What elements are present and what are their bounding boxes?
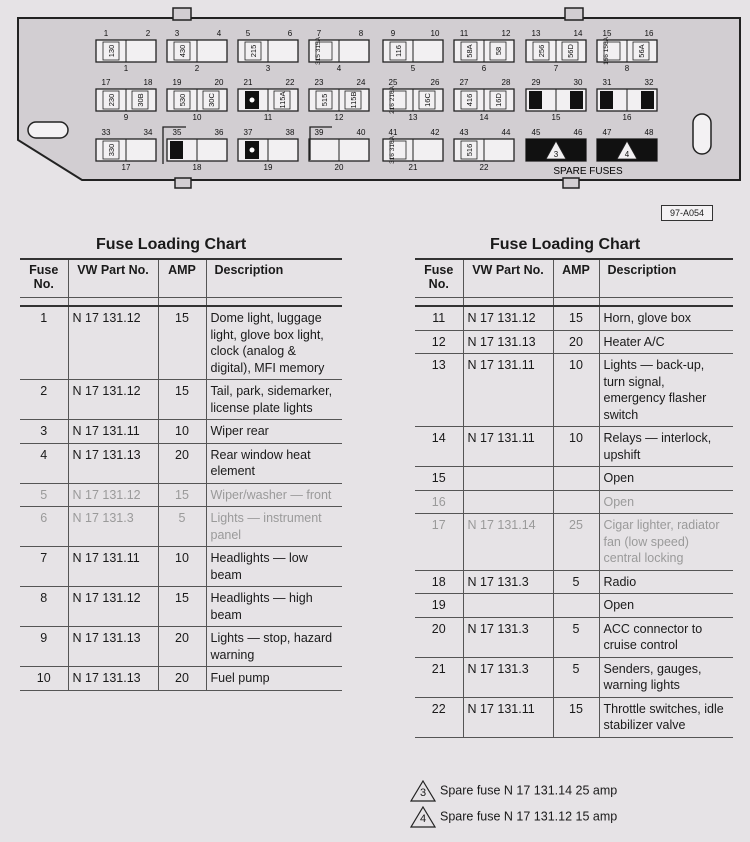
slot-number: 36	[214, 128, 224, 137]
fuse-number: 7	[553, 64, 559, 73]
slot-number: 47	[602, 128, 612, 137]
table-row	[20, 587, 342, 627]
slot-number: 34	[143, 128, 153, 137]
part-no-cell: N 17 131.11	[68, 547, 158, 587]
table-header	[20, 259, 342, 298]
fuse-label: 216 216A	[389, 86, 396, 114]
slot-number: 22	[285, 78, 295, 87]
spare-fuse-contact	[170, 141, 183, 159]
fuse-number: 9	[123, 113, 129, 122]
table-row	[415, 306, 733, 330]
description-cell: Radio	[599, 570, 733, 594]
fuse-number: 5	[410, 64, 416, 73]
description-cell: Lights — back-up, turn signal, emergency flasher switch	[599, 354, 733, 427]
table-row	[415, 330, 733, 354]
slot-number: 32	[644, 78, 654, 87]
triangle-icon: 3	[410, 780, 436, 802]
part-no-cell	[463, 594, 553, 618]
header-part-no: VW Part No.	[463, 259, 553, 298]
slot-number: 19	[172, 78, 182, 87]
slot-number: 30	[573, 78, 583, 87]
part-no-cell: N 17 131.14	[463, 514, 553, 571]
fuse-label: 315 315A	[315, 37, 322, 65]
table-row	[20, 306, 342, 380]
part-no-cell	[463, 467, 553, 491]
fuse-no-cell: 13	[415, 354, 463, 427]
slot-number: 46	[573, 128, 583, 137]
description-cell: Throttle switches, idle stabilizer valve	[599, 697, 733, 737]
fuse-no-cell: 16	[415, 490, 463, 514]
table-row	[415, 490, 733, 514]
slot-number: 39	[314, 128, 324, 137]
fuse-number: 19	[263, 163, 273, 172]
spare-fuses-label: SPARE FUSES	[553, 166, 623, 177]
table-row	[415, 657, 733, 697]
amp-cell: 15	[158, 306, 206, 380]
description-cell: Headlights — low beam	[206, 547, 342, 587]
fuse-label: 515	[320, 93, 329, 107]
slot-number: 13	[531, 29, 541, 38]
fuse-label: 330	[107, 143, 116, 157]
fuse-label: 115B	[349, 91, 358, 109]
table-row	[415, 514, 733, 571]
amp-cell: 15	[158, 587, 206, 627]
fuse-no-cell: 11	[415, 306, 463, 330]
table-row	[415, 697, 733, 737]
header-description: Description	[206, 259, 342, 298]
fuse-no-cell: 14	[415, 427, 463, 467]
slot-number: 26	[430, 78, 440, 87]
part-no-cell: N 17 131.13	[68, 627, 158, 667]
fuse-label: 58	[494, 46, 503, 56]
spare-fuse-contact	[641, 91, 654, 109]
slot-number: 14	[573, 29, 583, 38]
spare-fuse-contact	[570, 91, 583, 109]
fuse-label: 58A	[465, 44, 474, 58]
fuse-no-cell: 1	[20, 306, 68, 380]
part-no-cell: N 17 131.13	[68, 667, 158, 691]
slot-number: 44	[501, 128, 511, 137]
slot-number: 33	[101, 128, 111, 137]
amp-cell: 10	[553, 427, 599, 467]
fuse-no-cell: 5	[20, 483, 68, 507]
slot-number: 8	[358, 29, 364, 38]
fuse-label: 530	[178, 93, 187, 107]
fuse-no-cell: 20	[415, 617, 463, 657]
slot-number: 48	[644, 128, 654, 137]
note-text: Spare fuse N 17 131.14 25 amp	[440, 783, 618, 798]
header-spacer	[415, 298, 733, 307]
slot-number: 9	[390, 29, 396, 38]
amp-cell: 15	[158, 483, 206, 507]
header-fuse-no: Fuse No.	[29, 263, 59, 291]
fuse-number: 3	[265, 64, 271, 73]
description-cell: Cigar lighter, radiator fan (low speed) central locking	[599, 514, 733, 571]
description-cell: Lights — instrument panel	[206, 507, 342, 547]
part-no-cell: N 17 131.11	[463, 427, 553, 467]
bottom-tab-right	[563, 178, 579, 188]
fuse-label: 516	[465, 143, 474, 157]
description-cell: Headlights — high beam	[206, 587, 342, 627]
fuse-number: 20	[334, 163, 344, 172]
top-tab-left	[173, 8, 191, 20]
amp-cell: 10	[158, 420, 206, 444]
slot-number: 4	[216, 29, 222, 38]
fuse-label: 30B	[136, 93, 145, 107]
part-no-cell: N 17 131.11	[463, 354, 553, 427]
description-cell: Relays — interlock, upshift	[599, 427, 733, 467]
description-cell: Dome light, luggage light, glove box light, clock (analog & digital), MFI memory	[206, 306, 342, 380]
fuse-number: 12	[334, 113, 344, 122]
header-amp: AMP	[553, 259, 599, 298]
fuse-label: 256	[537, 44, 546, 58]
table-row	[20, 507, 342, 547]
table-row	[20, 420, 342, 444]
table-row	[20, 667, 342, 691]
fuse-number: 16	[622, 113, 632, 122]
part-no-cell: N 17 131.11	[68, 420, 158, 444]
fuse-no-cell: 17	[415, 514, 463, 571]
fuse-dot	[250, 148, 255, 153]
fuse-label: 16D	[494, 93, 503, 107]
slot-number: 20	[214, 78, 224, 87]
fuse-label: 316 316A	[389, 136, 396, 164]
right-fuse-table	[415, 258, 733, 738]
part-no-cell: N 17 131.12	[68, 587, 158, 627]
slot-number: 45	[531, 128, 541, 137]
spare-fuse-contact	[529, 91, 542, 109]
slot-number: 29	[531, 78, 541, 87]
slot-number: 1	[103, 29, 109, 38]
amp-cell	[553, 594, 599, 618]
description-cell: Senders, gauges, warning lights	[599, 657, 733, 697]
table-row	[415, 617, 733, 657]
fuse-number: 6	[481, 64, 487, 73]
fuse-panel-diagram	[0, 0, 750, 200]
slot-number: 7	[316, 29, 322, 38]
header-spacer	[20, 298, 342, 307]
fuse-number: 11	[263, 113, 273, 122]
slot-number: 21	[243, 78, 253, 87]
slot-number: 38	[285, 128, 295, 137]
fuse-no-cell: 8	[20, 587, 68, 627]
fuse-number: 8	[624, 64, 630, 73]
slot-number: 18	[143, 78, 153, 87]
amp-cell: 25	[553, 514, 599, 571]
fuse-number: 15	[551, 113, 561, 122]
fuse-number: 1	[123, 64, 129, 73]
fuse-label: 116	[394, 45, 403, 57]
header-amp: AMP	[158, 259, 206, 298]
table-row	[415, 594, 733, 618]
table-header	[415, 259, 733, 298]
fuse-label: 230	[107, 93, 116, 107]
fuse-number: 22	[479, 163, 489, 172]
slot-number: 15	[602, 29, 612, 38]
slot-number: 6	[287, 29, 293, 38]
fuse-number: 2	[194, 64, 200, 73]
amp-cell: 10	[553, 354, 599, 427]
table-row	[20, 627, 342, 667]
description-cell: Lights — stop, hazard warning	[206, 627, 342, 667]
amp-cell: 20	[553, 330, 599, 354]
fuse-label: 30C	[207, 93, 216, 107]
fuse-label: 416	[465, 93, 474, 107]
part-no-cell: N 17 131.3	[463, 657, 553, 697]
table-row	[415, 570, 733, 594]
amp-cell: 5	[158, 507, 206, 547]
slot-number: 24	[356, 78, 366, 87]
description-cell: Open	[599, 490, 733, 514]
fuse-label: 130	[107, 44, 116, 58]
spare-mark: 3	[553, 150, 559, 159]
table-row	[20, 483, 342, 507]
fuse-no-cell: 6	[20, 507, 68, 547]
fuse-label: 430	[178, 44, 187, 58]
fuse-no-cell: 15	[415, 467, 463, 491]
fuse-no-cell: 18	[415, 570, 463, 594]
amp-cell: 20	[158, 443, 206, 483]
fuse-number: 4	[336, 64, 342, 73]
slot-number: 12	[501, 29, 511, 38]
description-cell: Wiper rear	[206, 420, 342, 444]
fuse-label: 56A	[637, 44, 646, 58]
slot-number: 27	[459, 78, 469, 87]
note-text: Spare fuse N 17 131.12 15 amp	[440, 809, 618, 824]
description-cell: Heater A/C	[599, 330, 733, 354]
amp-cell: 15	[158, 380, 206, 420]
description-cell: Open	[599, 594, 733, 618]
slot-number: 3	[174, 29, 180, 38]
table-row	[20, 547, 342, 587]
left-chart-title: Fuse Loading Chart	[96, 236, 247, 253]
table-row	[20, 380, 342, 420]
mount-slot-left	[28, 122, 68, 138]
top-tab-right	[565, 8, 583, 20]
part-no-cell: N 17 131.12	[68, 483, 158, 507]
part-no-cell: N 17 131.12	[463, 306, 553, 330]
fuse-label: 115A	[278, 91, 287, 109]
description-cell: ACC connector to cruise control	[599, 617, 733, 657]
spare-fuse-contact	[600, 91, 613, 109]
fuse-number: 21	[408, 163, 418, 172]
table-row	[415, 467, 733, 491]
bottom-tab-left	[175, 178, 191, 188]
fuse-no-cell: 2	[20, 380, 68, 420]
description-cell: Open	[599, 467, 733, 491]
slot-number: 25	[388, 78, 398, 87]
fuse-no-cell: 9	[20, 627, 68, 667]
fuse-no-cell: 21	[415, 657, 463, 697]
figure-code: 97-A054	[661, 205, 713, 221]
fuse-no-cell: 4	[20, 443, 68, 483]
table-row	[20, 443, 342, 483]
description-cell: Wiper/washer — front	[206, 483, 342, 507]
part-no-cell: N 17 131.11	[463, 697, 553, 737]
slot-number: 28	[501, 78, 511, 87]
description-cell: Horn, glove box	[599, 306, 733, 330]
slot-number: 5	[245, 29, 251, 38]
part-no-cell: N 17 131.13	[463, 330, 553, 354]
part-no-cell: N 17 131.3	[68, 507, 158, 547]
slot-number: 31	[602, 78, 612, 87]
fuse-label: 215	[249, 44, 258, 58]
fuse-number: 10	[192, 113, 202, 122]
slot-number: 40	[356, 128, 366, 137]
slot-number: 43	[459, 128, 469, 137]
fuse-number: 13	[408, 113, 418, 122]
header-description: Description	[599, 259, 733, 298]
amp-cell: 5	[553, 570, 599, 594]
fuse-label: 16C	[423, 93, 432, 107]
header-part-no: VW Part No.	[68, 259, 158, 298]
fuse-label: 56D	[566, 44, 575, 58]
fuse-number: 18	[192, 163, 202, 172]
fuse-no-cell: 3	[20, 420, 68, 444]
fuse-no-cell: 22	[415, 697, 463, 737]
amp-cell: 5	[553, 617, 599, 657]
fuse-no-cell: 7	[20, 547, 68, 587]
fuse-no-cell: 12	[415, 330, 463, 354]
amp-cell: 10	[158, 547, 206, 587]
amp-cell: 20	[158, 627, 206, 667]
fuse-no-cell: 10	[20, 667, 68, 691]
right-chart-title: Fuse Loading Chart	[490, 236, 641, 253]
slot-number: 11	[459, 29, 469, 38]
part-no-cell: N 17 131.3	[463, 617, 553, 657]
fuse-no-cell: 19	[415, 594, 463, 618]
description-cell: Fuel pump	[206, 667, 342, 691]
fuse-label: 156 156A	[603, 37, 610, 65]
amp-cell	[553, 490, 599, 514]
mount-slot-right	[693, 114, 711, 154]
description-cell: Rear window heat element	[206, 443, 342, 483]
left-fuse-table	[20, 258, 342, 691]
fuse-dot	[250, 98, 255, 103]
slot-number: 10	[430, 29, 440, 38]
fuse-number: 17	[121, 163, 131, 172]
part-no-cell: N 17 131.12	[68, 380, 158, 420]
slot-number: 17	[101, 78, 111, 87]
amp-cell: 15	[553, 306, 599, 330]
slot-number: 16	[644, 29, 654, 38]
slot-number: 35	[172, 128, 182, 137]
slot-number: 41	[388, 128, 398, 137]
header-fuse-no: Fuse No.	[424, 263, 454, 291]
table-row	[415, 354, 733, 427]
slot-number: 23	[314, 78, 324, 87]
spare-fuse-note-3	[410, 780, 617, 802]
part-no-cell: N 17 131.12	[68, 306, 158, 380]
triangle-icon: 4	[410, 806, 436, 828]
slot-number: 42	[430, 128, 440, 137]
fuse-number: 14	[479, 113, 489, 122]
part-no-cell	[463, 490, 553, 514]
table-row	[415, 427, 733, 467]
slot-number: 2	[145, 29, 151, 38]
spare-fuse-note-4	[410, 806, 617, 828]
amp-cell	[553, 467, 599, 491]
part-no-cell: N 17 131.3	[463, 570, 553, 594]
amp-cell: 20	[158, 667, 206, 691]
spare-mark: 4	[624, 150, 630, 159]
amp-cell: 15	[553, 697, 599, 737]
amp-cell: 5	[553, 657, 599, 697]
part-no-cell: N 17 131.13	[68, 443, 158, 483]
description-cell: Tail, park, sidemarker, license plate lights	[206, 380, 342, 420]
slot-number: 37	[243, 128, 253, 137]
